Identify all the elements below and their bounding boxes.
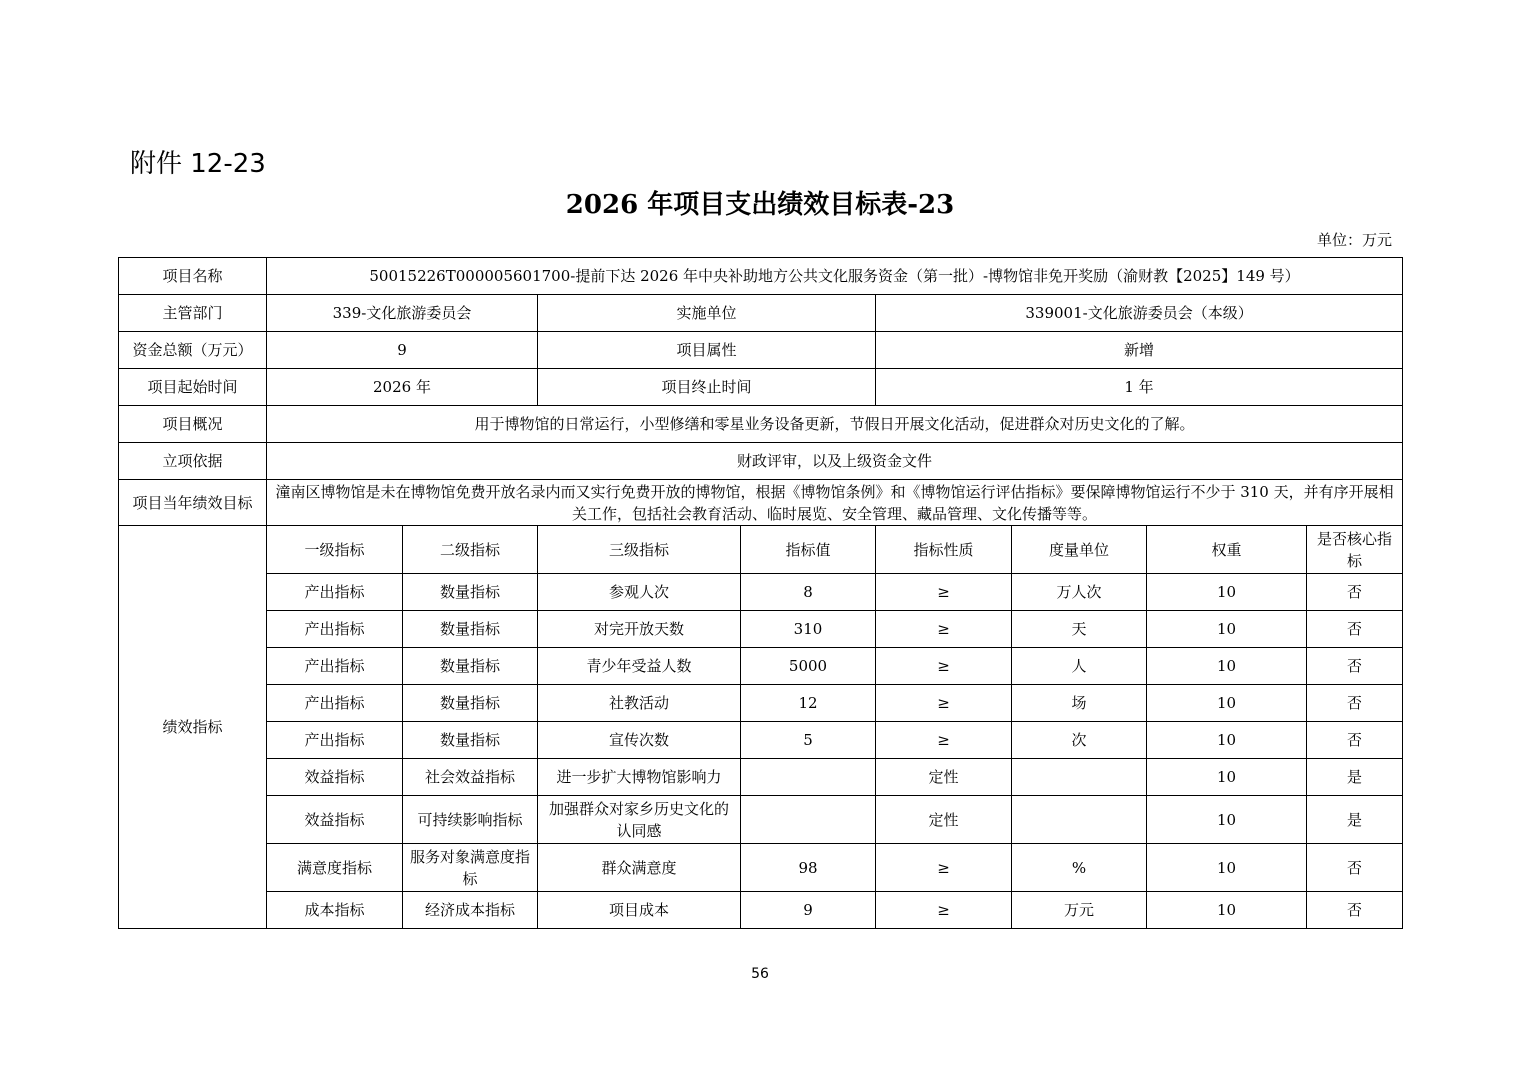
indicator-row [119,611,1403,648]
end-value: 1 年 [876,369,1403,406]
cell-value [741,796,876,844]
attr-value: 新增 [876,332,1403,369]
basis-label: 立项依据 [119,443,267,480]
cell-weight: 10 [1147,759,1307,796]
cell-unit: 万元 [1012,892,1147,929]
cell-nature: 定性 [876,759,1012,796]
cell-level3: 宣传次数 [538,722,741,759]
cell-level1: 产出指标 [267,648,403,685]
dept-value: 339-文化旅游委员会 [267,295,538,332]
cell-core: 是 [1307,759,1403,796]
cell-weight: 10 [1147,892,1307,929]
fund-label: 资金总额（万元） [119,332,267,369]
unit-label: 单位：万元 [1316,231,1392,249]
indicators-section-label: 绩效指标 [119,526,267,929]
cell-level1: 产出指标 [267,574,403,611]
cell-unit: 天 [1012,611,1147,648]
start-label: 项目起始时间 [119,369,267,406]
overview-label: 项目概况 [119,406,267,443]
cell-weight: 10 [1147,685,1307,722]
attr-label: 项目属性 [538,332,876,369]
cell-weight: 10 [1147,611,1307,648]
cell-value: 310 [741,611,876,648]
header-unit: 度量单位 [1012,526,1147,574]
cell-level3: 青少年受益人数 [538,648,741,685]
cell-core: 否 [1307,685,1403,722]
cell-level2: 社会效益指标 [403,759,538,796]
indicator-row [119,648,1403,685]
cell-level1: 成本指标 [267,892,403,929]
cell-level2: 可持续影响指标 [403,796,538,844]
cell-core: 否 [1307,722,1403,759]
cell-unit: 万人次 [1012,574,1147,611]
cell-level1: 满意度指标 [267,844,403,892]
row-department [119,295,1403,332]
cell-value: 9 [741,892,876,929]
header-weight: 权重 [1147,526,1307,574]
header-level2: 二级指标 [403,526,538,574]
cell-weight: 10 [1147,648,1307,685]
row-basis [119,443,1403,480]
indicator-header-row [119,526,1403,574]
cell-nature: ≥ [876,892,1012,929]
cell-core: 否 [1307,611,1403,648]
cell-nature: ≥ [876,648,1012,685]
cell-nature: ≥ [876,722,1012,759]
cell-level1: 效益指标 [267,759,403,796]
indicator-row [119,759,1403,796]
cell-unit: 次 [1012,722,1147,759]
header-level3: 三级指标 [538,526,741,574]
cell-core: 否 [1307,648,1403,685]
cell-level2: 数量指标 [403,722,538,759]
cell-unit: % [1012,844,1147,892]
cell-level3: 项目成本 [538,892,741,929]
project-name-value: 50015226T000005601700-提前下达 2026 年中央补助地方公共文化服务资金（第一批）-博物馆非免开奖励（渝财教【2025】149 号） [267,258,1403,295]
cell-nature: ≥ [876,844,1012,892]
cell-unit [1012,796,1147,844]
cell-weight: 10 [1147,722,1307,759]
cell-nature: ≥ [876,574,1012,611]
basis-value: 财政评审，以及上级资金文件 [267,443,1403,480]
cell-weight: 10 [1147,844,1307,892]
cell-core: 否 [1307,574,1403,611]
cell-unit: 人 [1012,648,1147,685]
cell-level1: 产出指标 [267,611,403,648]
cell-weight: 10 [1147,796,1307,844]
cell-level1: 产出指标 [267,722,403,759]
cell-level3: 加强群众对家乡历史文化的认同感 [538,796,741,844]
cell-level3: 进一步扩大博物馆影响力 [538,759,741,796]
fund-value: 9 [267,332,538,369]
impl-value: 339001-文化旅游委员会（本级） [876,295,1403,332]
cell-core: 是 [1307,796,1403,844]
cell-value: 5 [741,722,876,759]
cell-value: 98 [741,844,876,892]
indicator-row [119,722,1403,759]
cell-value: 8 [741,574,876,611]
start-value: 2026 年 [267,369,538,406]
cell-level1: 产出指标 [267,685,403,722]
cell-level3: 群众满意度 [538,844,741,892]
indicator-row [119,844,1403,892]
indicator-row [119,574,1403,611]
goal-value: 潼南区博物馆是未在博物馆免费开放名录内而又实行免费开放的博物馆，根据《博物馆条例》和《博物馆运行评估指标》要保障博物馆运行不少于 310 天，并有序开展相关工作，包括社会教育活动、临时展览、安全管理、藏品管理、文化传播等等。 [267,480,1403,526]
project-name-label: 项目名称 [119,258,267,295]
cell-core: 否 [1307,844,1403,892]
cell-core: 否 [1307,892,1403,929]
indicator-row [119,796,1403,844]
header-core: 是否核心指标 [1307,526,1403,574]
dept-label: 主管部门 [119,295,267,332]
cell-level2: 数量指标 [403,574,538,611]
row-project-name [119,258,1403,295]
cell-value [741,759,876,796]
header-value: 指标值 [741,526,876,574]
overview-value: 用于博物馆的日常运行，小型修缮和零星业务设备更新，节假日开展文化活动，促进群众对历史文化的了解。 [267,406,1403,443]
goal-label: 项目当年绩效目标 [119,480,267,526]
row-fund [119,332,1403,369]
impl-label: 实施单位 [538,295,876,332]
cell-unit: 场 [1012,685,1147,722]
cell-level2: 数量指标 [403,611,538,648]
cell-weight: 10 [1147,574,1307,611]
indicator-row [119,892,1403,929]
cell-nature: 定性 [876,796,1012,844]
indicator-row [119,685,1403,722]
end-label: 项目终止时间 [538,369,876,406]
row-overview [119,406,1403,443]
cell-level2: 数量指标 [403,685,538,722]
cell-value: 12 [741,685,876,722]
cell-unit [1012,759,1147,796]
cell-level2: 数量指标 [403,648,538,685]
cell-level1: 效益指标 [267,796,403,844]
header-level1: 一级指标 [267,526,403,574]
cell-level2: 服务对象满意度指标 [403,844,538,892]
page-title: 2026 年项目支出绩效目标表-23 [565,190,955,220]
attachment-label: 附件 12-23 [130,149,266,179]
cell-value: 5000 [741,648,876,685]
row-time [119,369,1403,406]
cell-level3: 社教活动 [538,685,741,722]
header-nature: 指标性质 [876,526,1012,574]
cell-level3: 参观人次 [538,574,741,611]
page-number: 56 [751,966,769,982]
cell-level2: 经济成本指标 [403,892,538,929]
row-goal [119,480,1403,526]
cell-nature: ≥ [876,611,1012,648]
cell-nature: ≥ [876,685,1012,722]
performance-target-table [118,257,1403,929]
cell-level3: 对完开放天数 [538,611,741,648]
